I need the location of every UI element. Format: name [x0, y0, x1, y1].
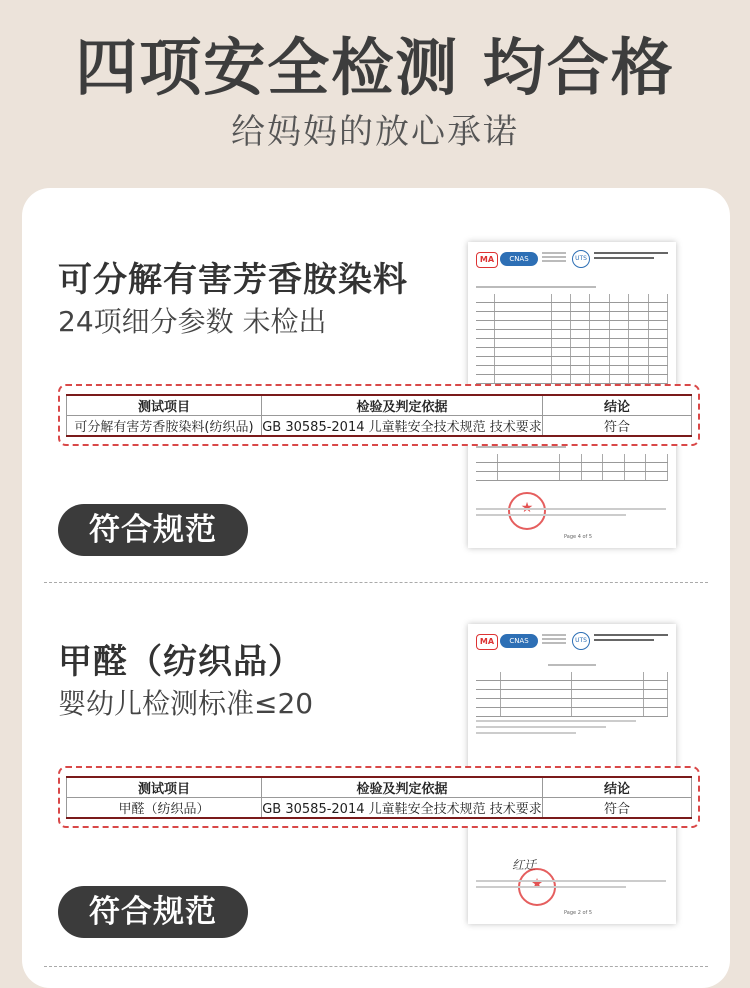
page-title: 四项安全检测 均合格 [75, 31, 675, 104]
report-table [476, 672, 668, 717]
uts-logo-icon: UTS [572, 632, 590, 650]
company-name-lines [594, 634, 668, 646]
table-header-row [67, 395, 692, 416]
cnas-logo-icon: CNAS [500, 252, 538, 266]
result-table [66, 394, 692, 437]
cell-conclusion: 符合 [543, 798, 692, 819]
header-conclusion: 结论 [543, 395, 692, 416]
ilac-logo-icon [542, 634, 566, 648]
report-table [476, 294, 668, 384]
ma-logo-icon: MA [476, 634, 498, 650]
section-title: 可分解有害芳香胺染料 [58, 260, 408, 300]
compliance-badge: 符合规范 [58, 504, 248, 556]
report-header [476, 250, 668, 272]
section-divider [44, 966, 708, 967]
result-table-frame [58, 766, 700, 828]
header-conclusion: 结论 [543, 777, 692, 798]
header-test-item: 测试项目 [67, 777, 262, 798]
table-row [67, 798, 692, 819]
cell-standard: GB 30585-2014 儿童鞋安全技术规范 技术要求 [262, 416, 543, 437]
uts-logo-icon: UTS [572, 250, 590, 268]
cell-conclusion: 符合 [543, 416, 692, 437]
content-card [22, 188, 730, 988]
header-standard: 检验及判定依据 [262, 777, 543, 798]
result-table [66, 776, 692, 819]
signature: 红迁 [512, 858, 537, 872]
company-name-lines [594, 252, 668, 264]
table-row [67, 416, 692, 437]
section-title: 甲醛（纺织品） [58, 642, 303, 682]
header-standard: 检验及判定依据 [262, 395, 543, 416]
report-header [476, 632, 668, 654]
red-seal-stamp [508, 492, 546, 530]
section-subtitle: 24项细分参数 未检出 [58, 305, 327, 338]
result-table-frame [58, 384, 700, 446]
cell-test-item: 可分解有害芳香胺染料(纺织品) [67, 416, 262, 437]
ma-logo-icon: MA [476, 252, 498, 268]
section-subtitle: 婴幼儿检测标准≤20 [58, 687, 314, 720]
table-header-row [67, 777, 692, 798]
report-page-number: Page 2 of 5 [564, 910, 593, 916]
ilac-logo-icon [542, 252, 566, 266]
cnas-logo-icon: CNAS [500, 634, 538, 648]
section-divider [44, 582, 708, 583]
page-subtitle: 给妈妈的放心承诺 [231, 112, 519, 152]
cell-standard: GB 30585-2014 儿童鞋安全技术规范 技术要求 [262, 798, 543, 819]
compliance-badge: 符合规范 [58, 886, 248, 938]
cell-test-item: 甲醛（纺织品） [67, 798, 262, 819]
report-page-number: Page 4 of 5 [564, 534, 593, 540]
header-test-item: 测试项目 [67, 395, 262, 416]
